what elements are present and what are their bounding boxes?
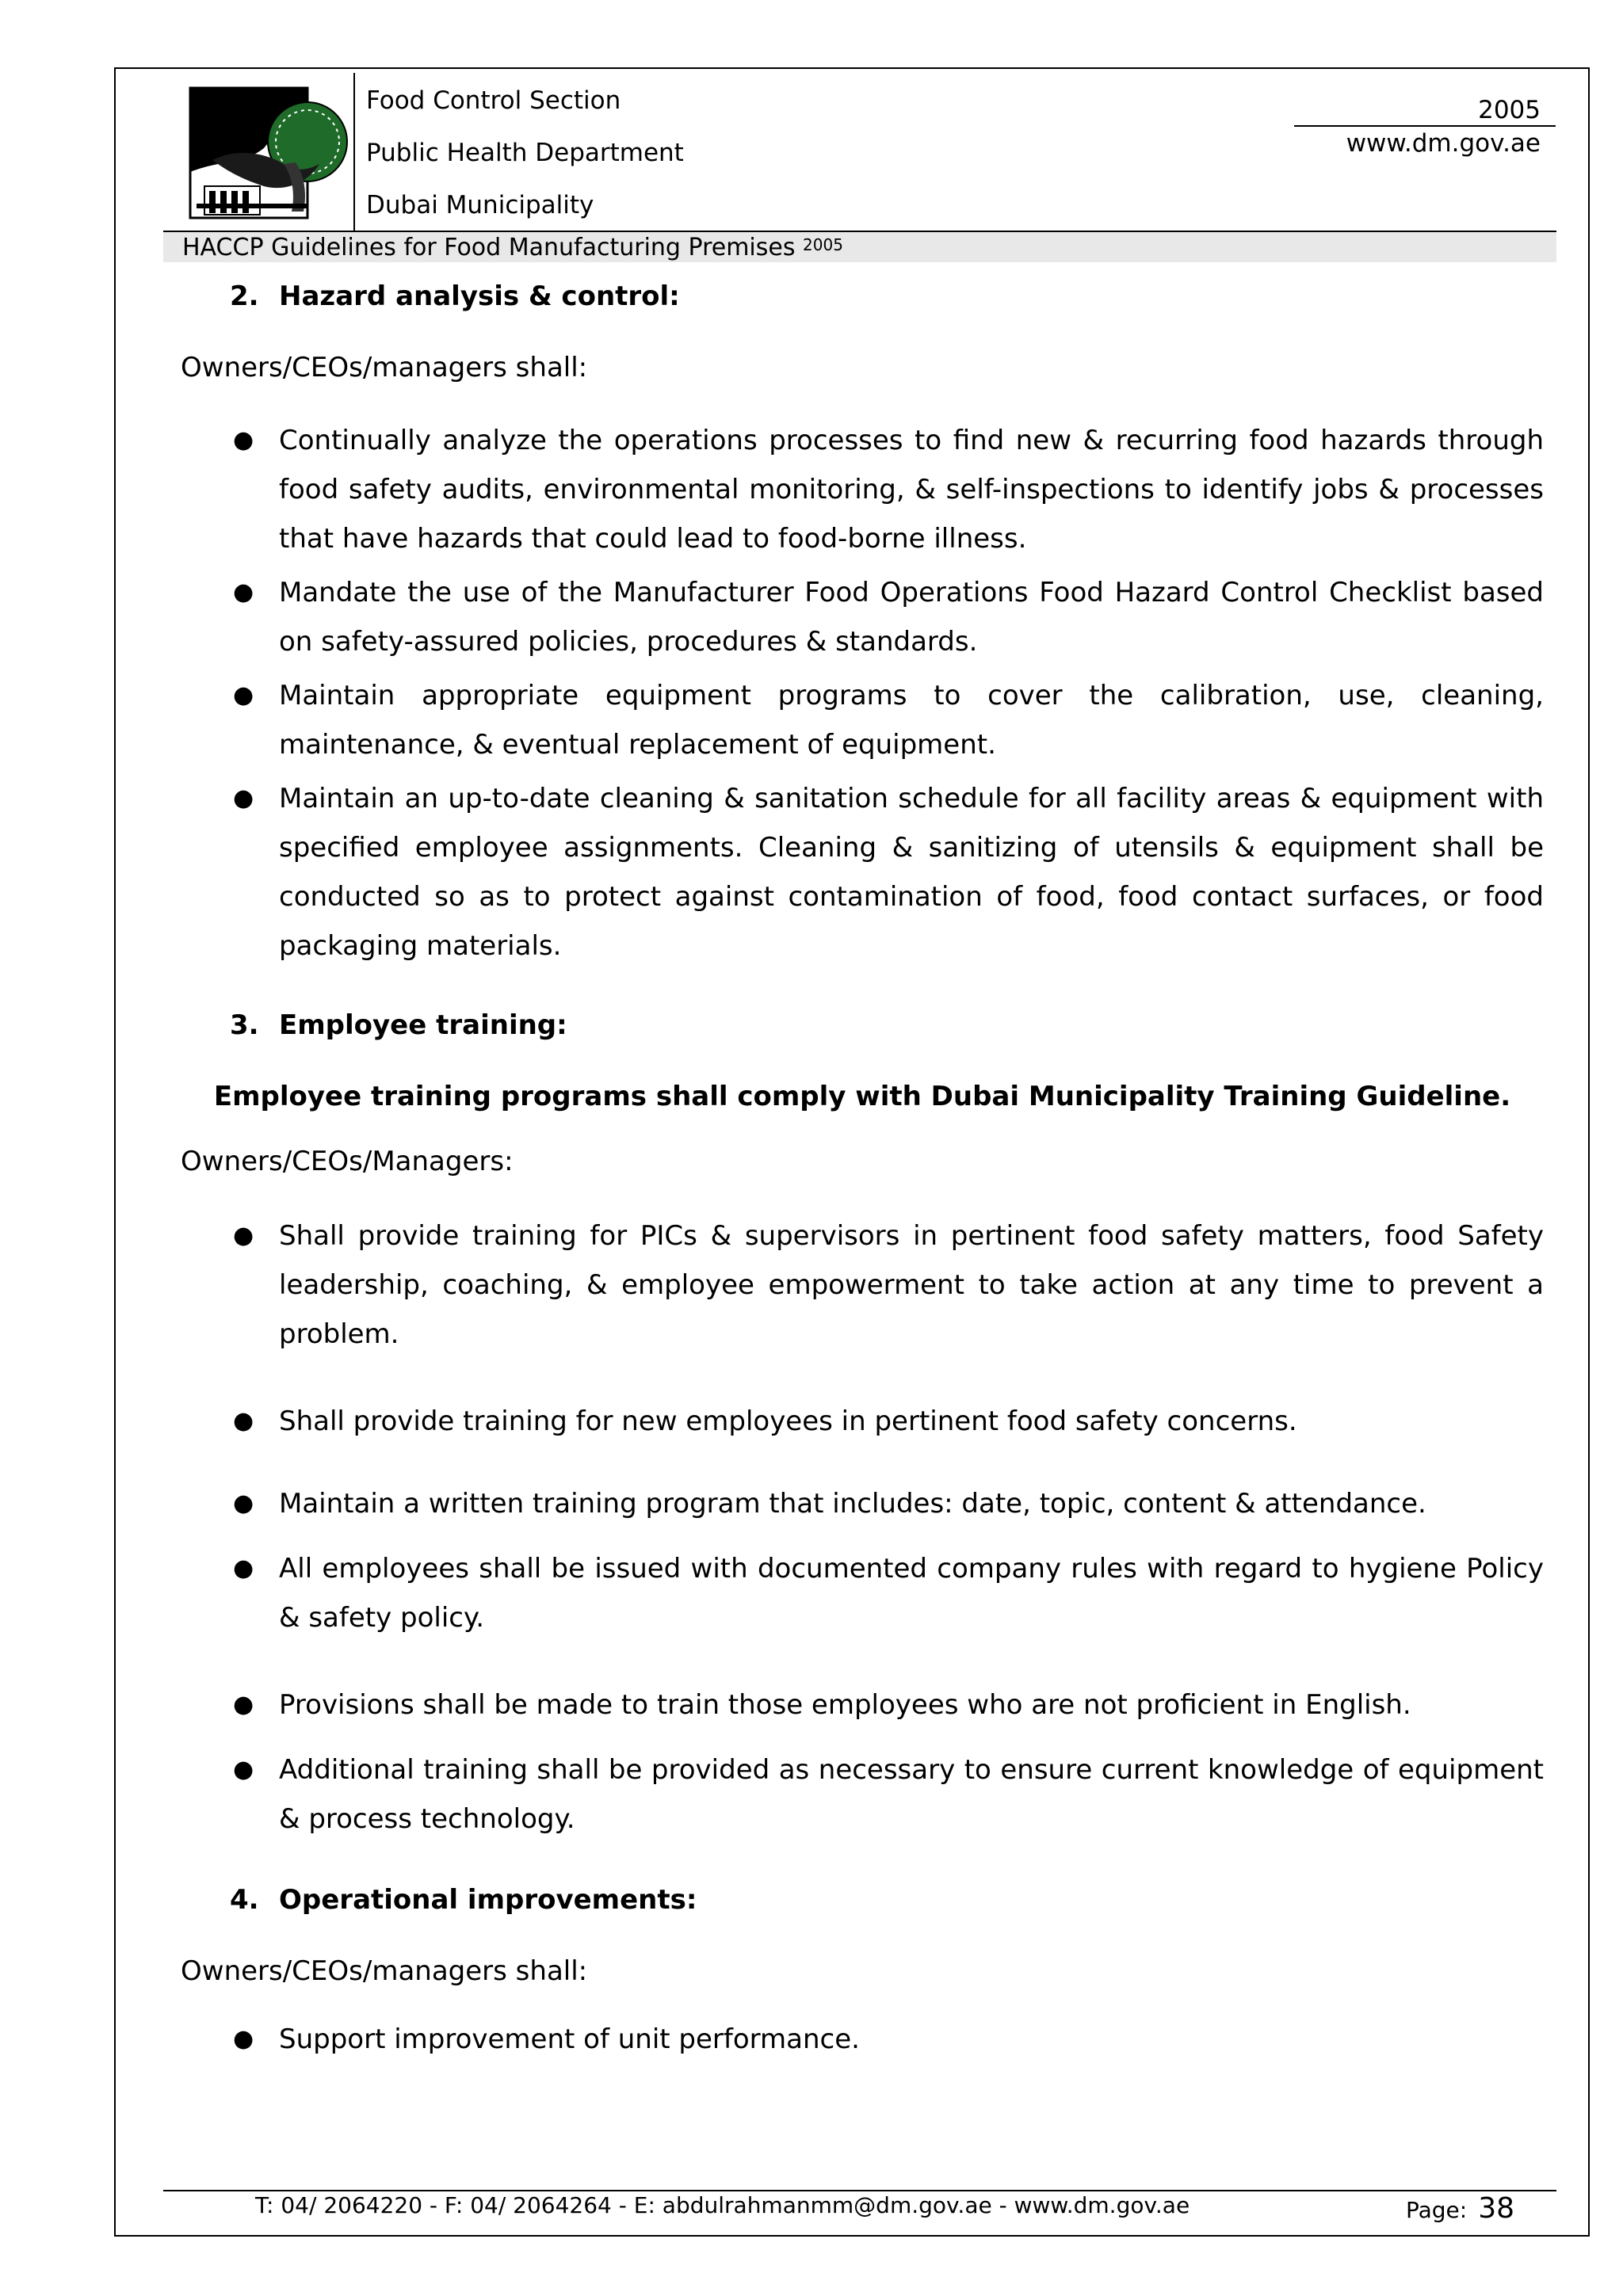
- section-title: Hazard analysis & control:: [279, 280, 680, 312]
- training-statement: Employee training programs shall comply with Dubai Municipality Training Guideline.: [213, 1081, 1511, 1112]
- header-divider: [353, 73, 355, 231]
- list-item: ● Maintain an up-to-date cleaning & sanitation schedule for all facility areas & equipment with specified employee assignments. Cleaning & sanitizing of utensils & equipment shall be conducted so as to protect against contamination of food, food contact surfaces, or food packaging materials.: [181, 774, 1544, 971]
- section-intro: Owners/CEOs/Managers:: [181, 1146, 514, 1177]
- section-heading-hazard: [230, 277, 1544, 316]
- bullet-icon: ●: [233, 1756, 254, 1783]
- bullet-icon: ●: [233, 2025, 254, 2053]
- section-number: 3.: [230, 1009, 259, 1041]
- document-title: [182, 234, 843, 261]
- section-number: 2.: [230, 280, 259, 312]
- page-number-block: [1406, 2192, 1514, 2225]
- section-heading-training: [230, 1005, 1544, 1045]
- document-title-text: HACCP Guidelines for Food Manufacturing Premises: [182, 234, 796, 261]
- section-title: Employee training:: [279, 1009, 567, 1041]
- list-item: ● Maintain a written training program that includes: date, topic, content & attendance.: [181, 1479, 1544, 1528]
- section-intro: Owners/CEOs/managers shall:: [181, 1955, 588, 1987]
- page-frame: [114, 67, 1590, 2237]
- bullet-icon: ●: [233, 1691, 254, 1718]
- header-section-name: Food Control Section: [366, 86, 621, 115]
- bullet-icon: ●: [233, 1222, 254, 1249]
- page-label: Page:: [1406, 2197, 1468, 2223]
- document-title-year: 2005: [803, 235, 843, 254]
- bullet-icon: ●: [233, 1407, 254, 1435]
- footer-rule: [163, 2190, 1556, 2191]
- page-content: [181, 277, 1544, 2064]
- list-item: ● Shall provide training for new employees in pertinent food safety concerns.: [181, 1397, 1544, 1446]
- header-department-name: Public Health Department: [366, 139, 684, 167]
- hazard-bullet-list: [181, 416, 1544, 971]
- bullet-icon: ●: [233, 784, 254, 812]
- training-bullet-list: [181, 1211, 1544, 1844]
- list-item: ● Maintain appropriate equipment programs to cover the calibration, use, cleaning, maintenance, & eventual replacement of equipment.: [181, 671, 1544, 769]
- list-item: ● Additional training shall be provided as necessary to ensure current knowledge of equipment & process technology.: [181, 1745, 1544, 1844]
- header-website: www.dm.gov.ae: [1346, 129, 1541, 158]
- bullet-icon: ●: [233, 1554, 254, 1582]
- section-heading-improvements: [230, 1880, 1544, 1920]
- section-number: 4.: [230, 1884, 259, 1916]
- improvements-bullet-list: [181, 2015, 1544, 2064]
- header-year: 2005: [1478, 96, 1541, 124]
- bullet-icon: ●: [233, 578, 254, 606]
- list-item: ● Support improvement of unit performance.: [181, 2015, 1544, 2064]
- list-item: ● Mandate the use of the Manufacturer Food Operations Food Hazard Control Checklist based on safety-assured policies, procedures & standards.: [181, 568, 1544, 666]
- header-municipality-name: Dubai Municipality: [366, 191, 594, 219]
- list-item: ● Continually analyze the operations processes to find new & recurring food hazards through food safety audits, environmental monitoring, & self-inspections to identify jobs & processes that have hazards that could lead to food-borne illness.: [181, 416, 1544, 563]
- list-item: ● Provisions shall be made to train those employees who are not proficient in English.: [181, 1680, 1544, 1730]
- bullet-icon: ●: [233, 681, 254, 709]
- dubai-municipality-logo: [189, 85, 355, 221]
- year-underline: [1294, 125, 1556, 127]
- section-intro: Owners/CEOs/managers shall:: [181, 352, 588, 383]
- footer-contact: T: 04/ 2064220 - F: 04/ 2064264 - E: abdulrahmanmm@dm.gov.ae - www.dm.gov.ae: [255, 2192, 1190, 2218]
- bullet-icon: ●: [233, 1489, 254, 1517]
- list-item: ● All employees shall be issued with documented company rules with regard to hygiene Policy & safety policy.: [181, 1544, 1544, 1642]
- list-item: ● Shall provide training for PICs & supervisors in pertinent food safety matters, food Safety leadership, coaching, & employee empowerment to take action at any time to prevent a problem.: [181, 1211, 1544, 1359]
- page-number: 38: [1478, 2192, 1515, 2225]
- section-title: Operational improvements:: [279, 1884, 697, 1916]
- bullet-icon: ●: [233, 426, 254, 454]
